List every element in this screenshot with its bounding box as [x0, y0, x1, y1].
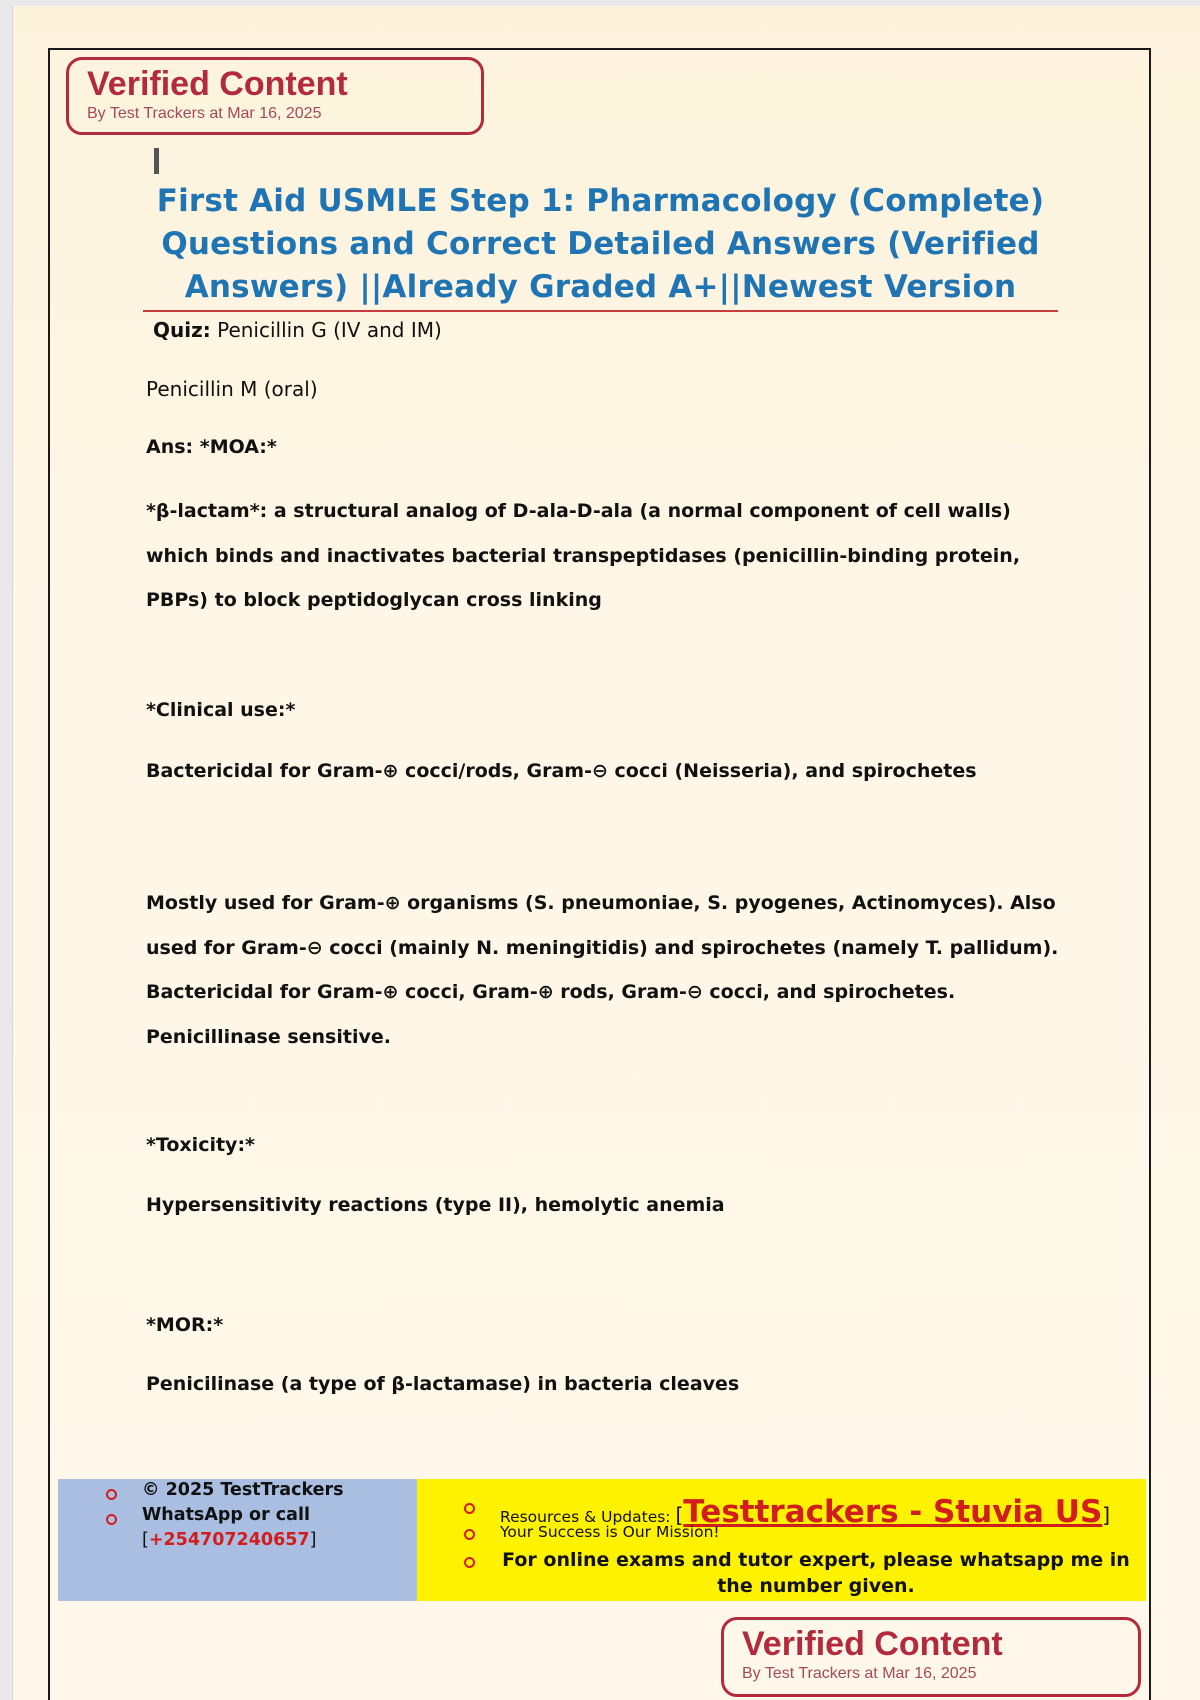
- clinical-use-heading: *Clinical use:*: [146, 699, 296, 721]
- footer-mission: Your Success is Our Mission!: [500, 1523, 720, 1541]
- clinical-use-text: Bactericidal for Gram-⊕ cocci/rods, Gram-⊖ cocci (Neisseria), and spirochetes: [146, 760, 977, 782]
- bullet-icon: [464, 1557, 475, 1568]
- footer-copyright: © 2025 TestTrackers: [142, 1480, 344, 1500]
- question-continuation: Penicillin M (oral): [146, 377, 318, 401]
- resources-line: Resources & Updates: [Testtrackers - Stuvia US]: [500, 1494, 1111, 1530]
- bullet-icon: [464, 1503, 475, 1514]
- moa-paragraph: *β-lactam*: a structural analog of D-ala-D-ala (a normal component of cell walls) which binds and inactivates bacterial transpeptidases (penicillin-binding protein, PBPs) to block peptidoglycan cross linking: [146, 500, 1021, 611]
- toxicity-text: Hypersensitivity reactions (type II), hemolytic anemia: [146, 1194, 725, 1216]
- resources-label: Resources & Updates:: [500, 1508, 671, 1526]
- stamp-subtitle: By Test Trackers at Mar 16, 2025: [742, 1665, 977, 1682]
- stamp-title: Verified Content: [742, 1625, 1003, 1663]
- document-title: First Aid USMLE Step 1: Pharmacology (Complete) Questions and Correct Detailed Answers (Verified Answers) ||Already Graded A+||Newest Version: [156, 183, 1045, 305]
- mostly-used-paragraph: Mostly used for Gram-⊕ organisms (S. pneumoniae, S. pyogenes, Actinomyces). Also used for Gram-⊖ cocci (mainly N. meningitidis) and spirochetes (namely T. pallidum). Bactericidal for Gram-⊕ cocci, Gram-⊕ rods, Gram-⊖ cocci, and spirochetes. Penicillinase sensitive.: [146, 892, 1059, 1048]
- mor-heading: *MOR:*: [146, 1314, 224, 1336]
- footer-phone-line[interactable]: [+254707240657]: [142, 1530, 317, 1550]
- verified-content-stamp-top: [66, 57, 484, 135]
- stamp-subtitle: By Test Trackers at Mar 16, 2025: [87, 105, 322, 122]
- bullet-icon: [464, 1529, 475, 1540]
- quiz-label: Quiz:: [153, 318, 211, 342]
- quiz-line: [153, 318, 1073, 342]
- toxicity-heading: *Toxicity:*: [146, 1134, 255, 1156]
- bullet-icon: [106, 1489, 117, 1500]
- answer-label: Ans: *MOA:*: [146, 436, 277, 458]
- title-underline: [143, 310, 1058, 312]
- quiz-text: Penicillin G (IV and IM): [217, 318, 442, 342]
- mor-text: Penicilinase (a type of β-lactamase) in bacteria cleaves: [146, 1373, 740, 1395]
- footer-whatsapp-label: WhatsApp or call: [142, 1505, 310, 1525]
- text-cursor-mark: [154, 148, 159, 174]
- stamp-title: Verified Content: [87, 65, 348, 103]
- testtrackers-stuvia-link[interactable]: Testtrackers - Stuvia US: [683, 1494, 1103, 1530]
- footer-phone[interactable]: +254707240657: [148, 1530, 310, 1550]
- verified-content-stamp-bottom: [721, 1617, 1141, 1697]
- footer-cta: For online exams and tutor expert, please whatsapp me in the number given.: [502, 1549, 1130, 1597]
- bullet-icon: [106, 1514, 117, 1525]
